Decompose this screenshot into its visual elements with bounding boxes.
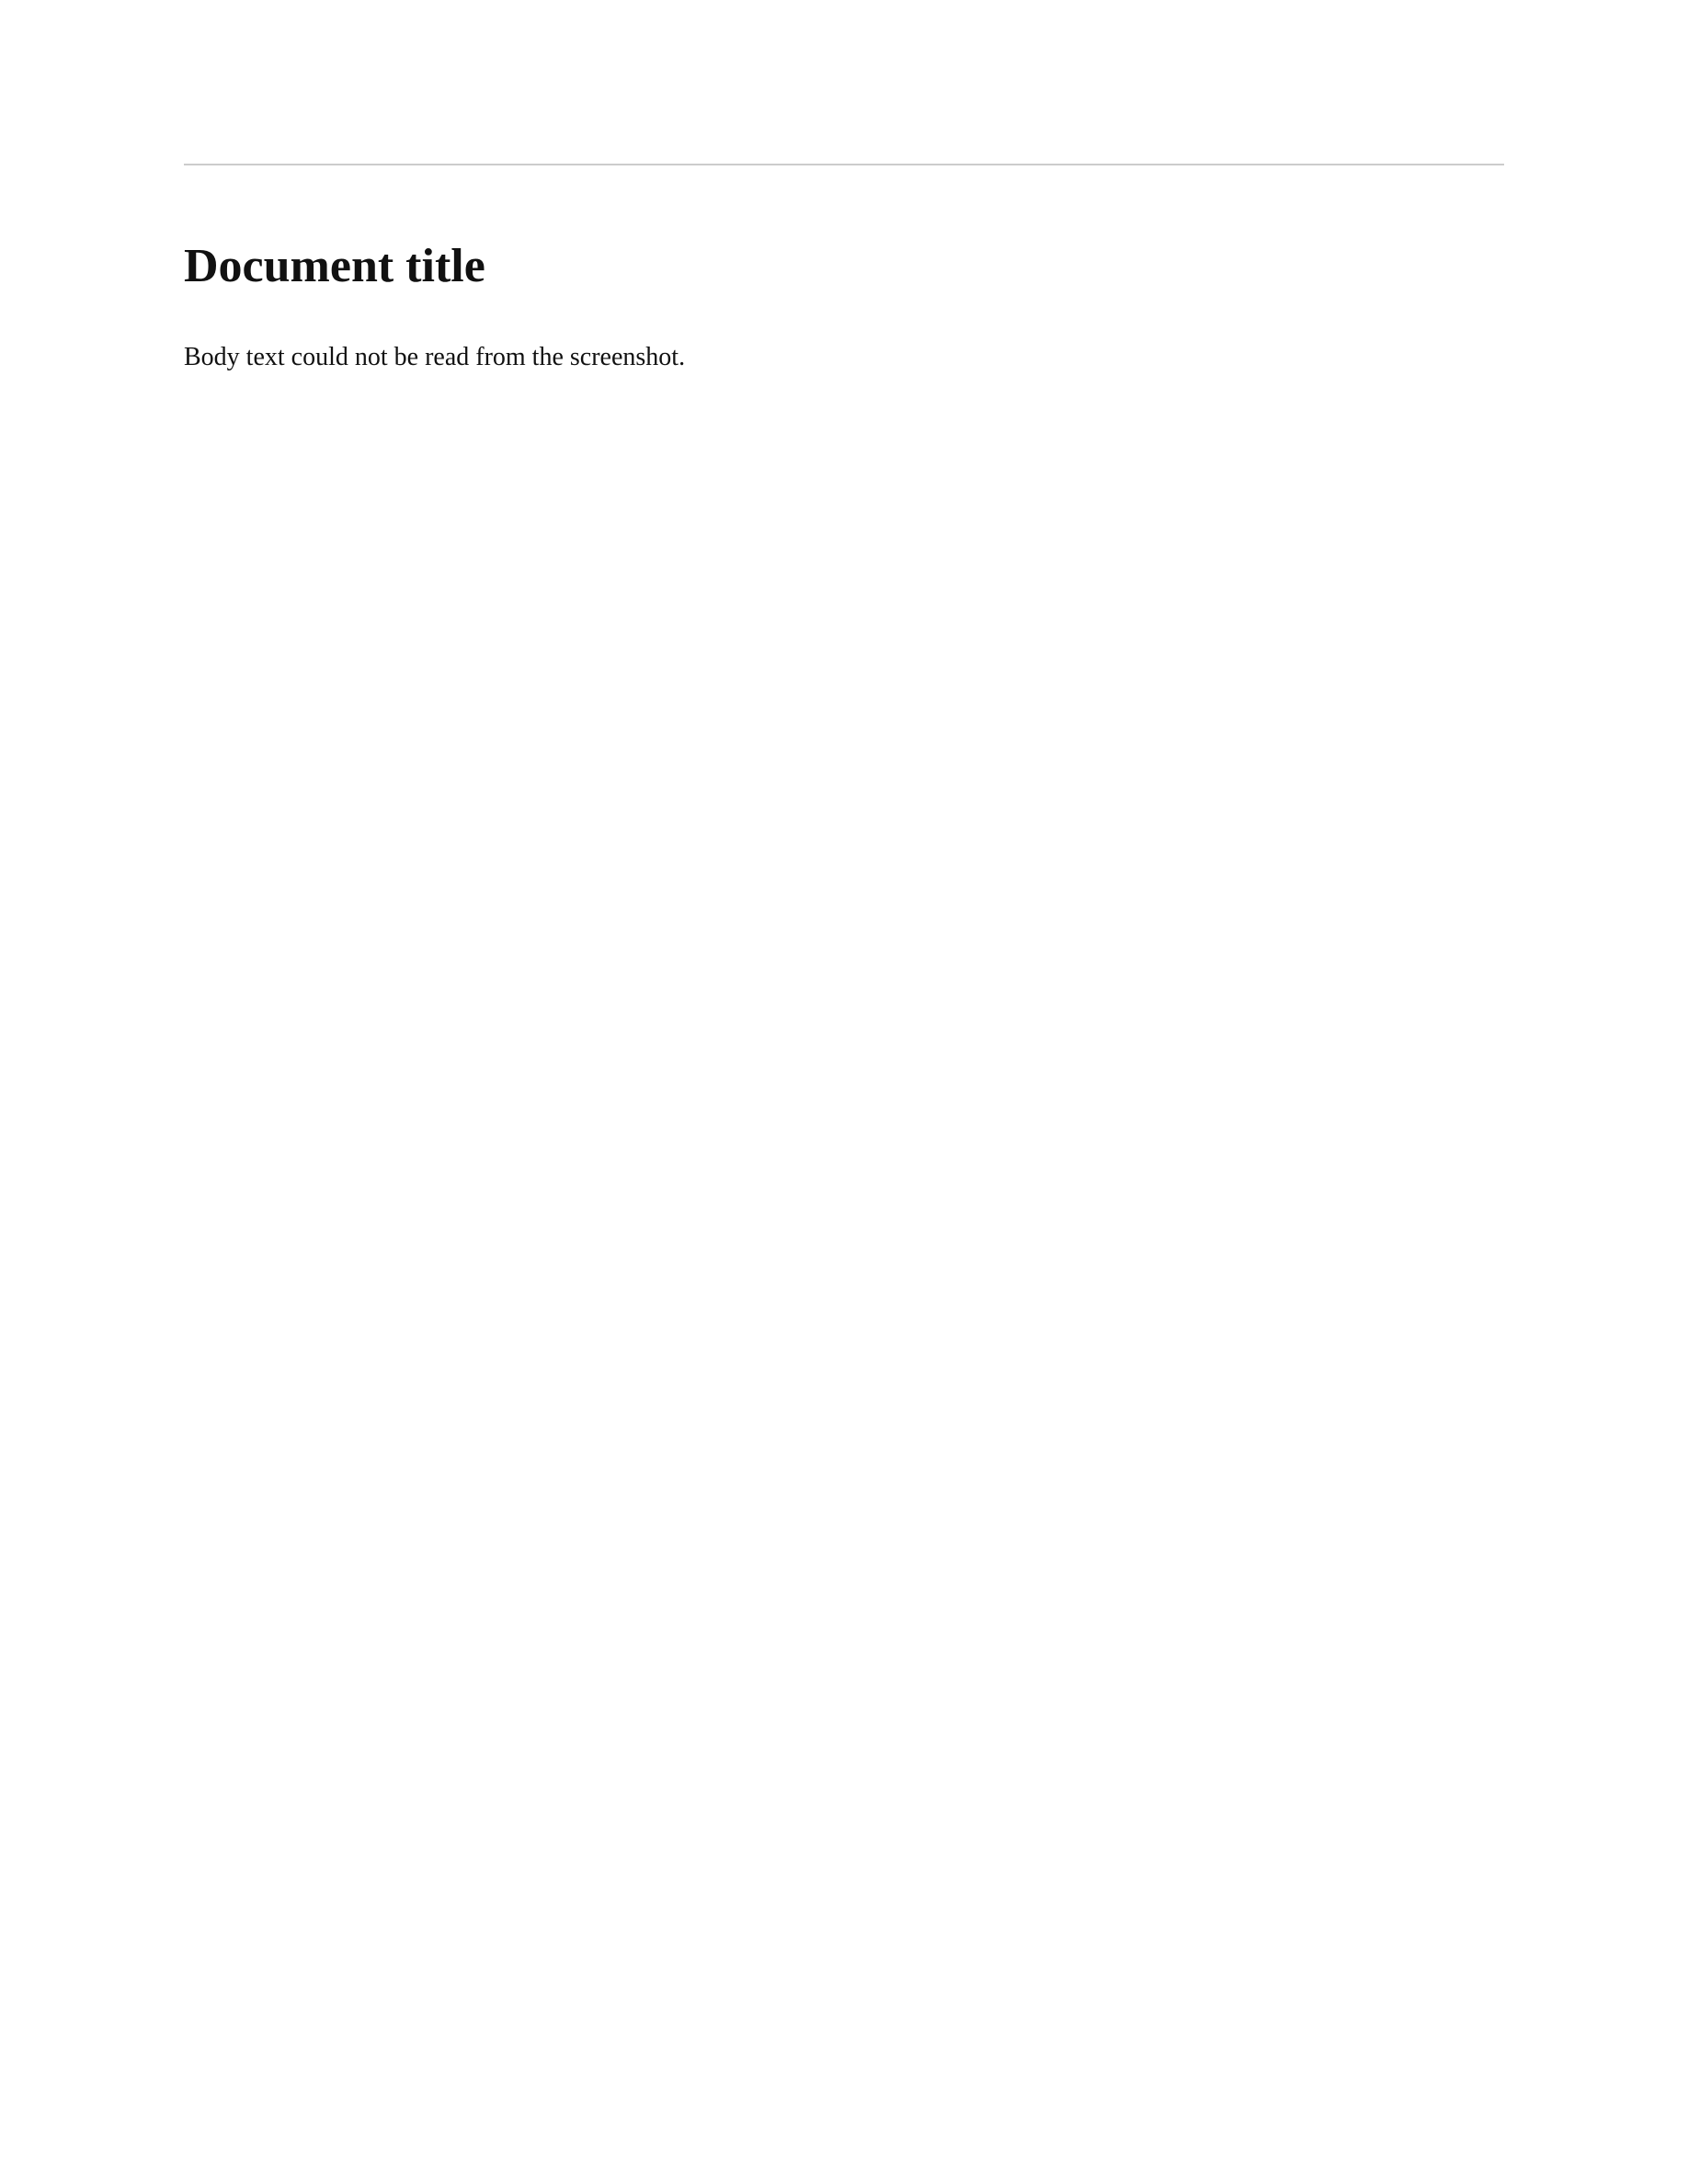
body-text: Body text could not be read from the screenshot. <box>184 343 686 371</box>
document-title: Document title <box>184 240 485 292</box>
page-header <box>184 147 1504 165</box>
